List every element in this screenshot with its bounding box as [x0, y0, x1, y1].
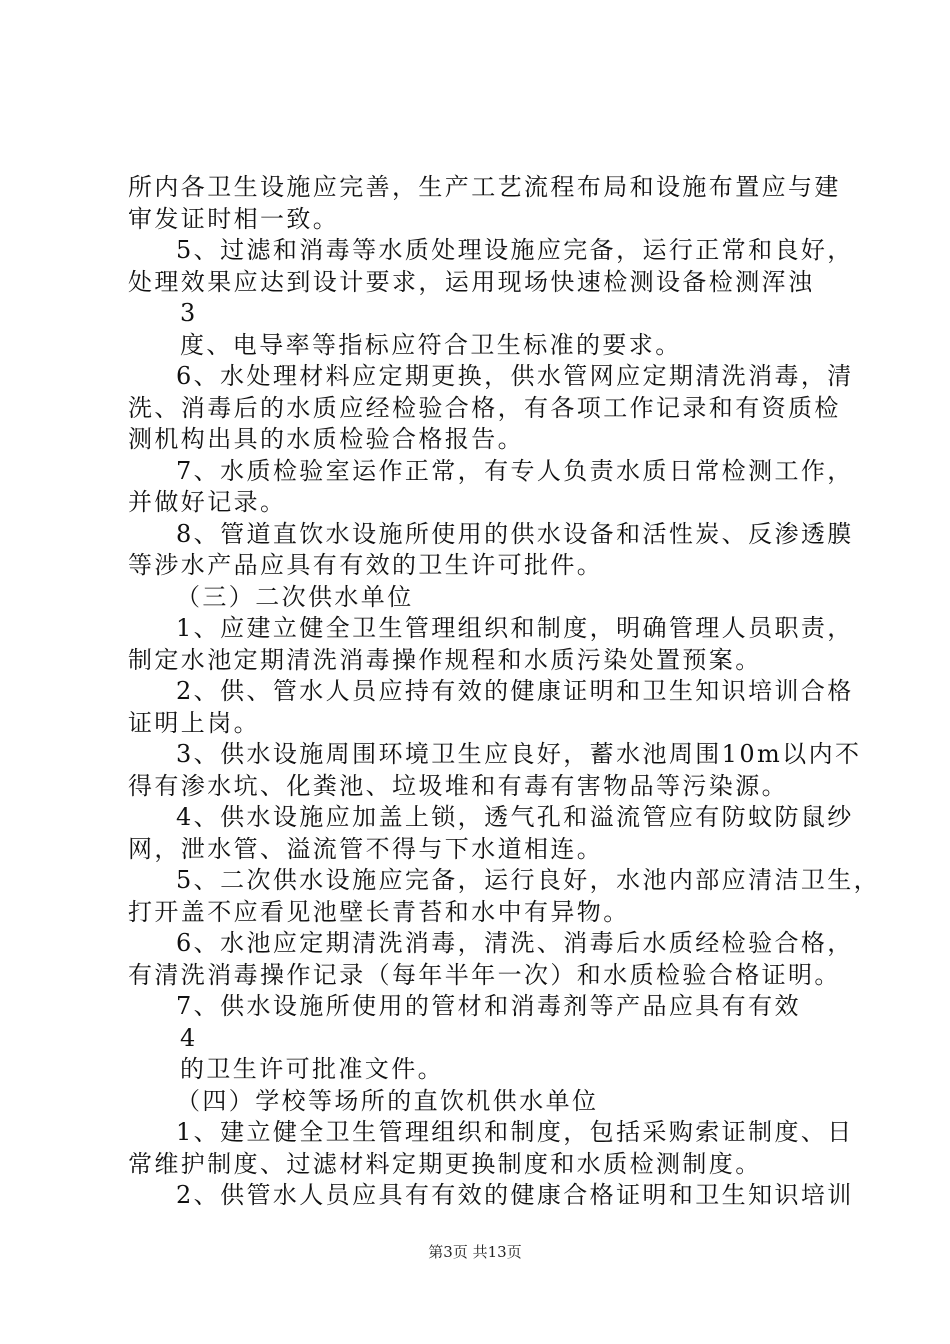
text-line: 制定水池定期清洗消毒操作规程和水质污染处置预案。: [128, 645, 762, 674]
text-line: 审发证时相一致。: [128, 204, 340, 233]
text-line: 洗、消毒后的水质应经检验合格，有各项工作记录和有资质检: [128, 393, 841, 422]
text-line: 得有渗水坑、化粪池、垃圾堆和有毒有害物品等污染源。: [128, 771, 788, 800]
section-heading: （四）学校等场所的直饮机供水单位: [176, 1086, 599, 1115]
list-item-5: 5、二次供水设施应完备，运行良好，水池内部应清洁卫生，: [176, 866, 881, 894]
text-line: 网，泄水管、溢流管不得与下水道相连。: [128, 834, 604, 863]
text-line: 处理效果应达到设计要求，运用现场快速检测设备检测浑浊: [128, 267, 815, 296]
list-item-2: 2、供、管水人员应持有效的健康证明和卫生知识培训合格: [176, 677, 854, 705]
list-item-4: 4、供水设施应加盖上锁，透气孔和溢流管应有防蚊防鼠纱: [176, 803, 854, 831]
text-line: 度、电导率等指标应符合卫生标准的要求。: [180, 330, 682, 359]
list-item-1: 1、建立健全卫生管理组织和制度，包括采购索证制度、日: [176, 1118, 854, 1146]
list-item-6: 6、水池应定期清洗消毒，清洗、消毒后水质经检验合格，: [176, 929, 854, 957]
text-line: 等涉水产品应具有有效的卫生许可批件。: [128, 551, 604, 579]
list-item-3: 3、供水设施周围环境卫生应良好，蓄水池周围10m以内不: [176, 740, 862, 768]
text-line: 打开盖不应看见池壁长青苔和水中有异物。: [128, 897, 630, 926]
body-text: [128, 172, 881, 1212]
page-number-marker: 4: [180, 1023, 198, 1052]
list-item-7: 7、供水设施所使用的管材和消毒剂等产品应具有有效: [176, 992, 801, 1020]
list-item-6: 6、水处理材料应定期更换，供水管网应定期清洗消毒，清: [176, 362, 854, 390]
page-footer: 第3页 共13页: [428, 1243, 522, 1261]
text-line: 证明上岗。: [128, 708, 260, 737]
text-line: 并做好记录。: [128, 488, 287, 516]
text-line: 有清洗消毒操作记录（每年半年一次）和水质检验合格证明。: [128, 960, 841, 989]
text-line: 测机构出具的水质检验合格报告。: [128, 425, 524, 453]
text-line: 所内各卫生设施应完善，生产工艺流程布局和设施布置应与建: [128, 173, 841, 201]
list-item-5: 5、过滤和消毒等水质处理设施应完备，运行正常和良好，: [176, 236, 854, 264]
list-item-7: 7、水质检验室运作正常，有专人负责水质日常检测工作，: [176, 456, 854, 485]
text-line: 常维护制度、过滤材料定期更换制度和水质检测制度。: [128, 1149, 762, 1178]
list-item-1: 1、应建立健全卫生管理组织和制度，明确管理人员职责，: [176, 614, 854, 642]
section-heading: （三）二次供水单位: [176, 582, 414, 611]
list-item-2: 2、供管水人员应具有有效的健康合格证明和卫生知识培训: [176, 1181, 854, 1209]
page-number-marker: 3: [180, 299, 198, 327]
list-item-8: 8、管道直饮水设施所使用的供水设备和活性炭、反渗透膜: [176, 519, 854, 548]
text-line: 的卫生许可批准文件。: [180, 1055, 444, 1083]
